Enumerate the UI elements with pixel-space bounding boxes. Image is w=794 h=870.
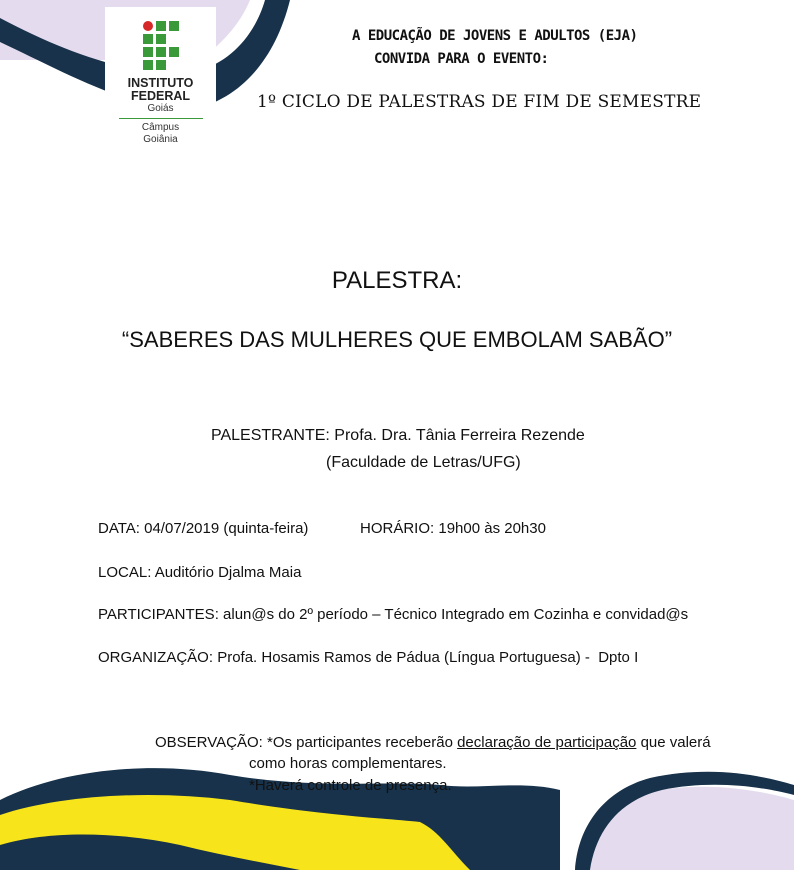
- time-value: 19h00 às 20h30: [438, 520, 546, 537]
- logo-text-campus: Câmpus: [141, 122, 180, 133]
- date-label: DATA:: [98, 520, 140, 537]
- participants-line: [98, 606, 688, 623]
- speaker-name: Profa. Dra. Tânia Ferreira Rezende: [334, 427, 585, 444]
- local-label: LOCAL:: [98, 564, 152, 581]
- local-value: Auditório Djalma Maia: [154, 564, 302, 581]
- time-label: HORÁRIO:: [360, 520, 435, 537]
- logo-text-instituto: INSTITUTO: [127, 76, 194, 90]
- institution-logo: [105, 7, 216, 153]
- local-line: [98, 564, 301, 581]
- organization-label: ORGANIZAÇÃO:: [98, 649, 214, 666]
- observation-line-3: *Haverá controle de presença.: [249, 777, 452, 794]
- logo-divider: [119, 118, 203, 119]
- lecture-title: “SABERES DAS MULHERES QUE EMBOLAM SABÃO”: [121, 327, 673, 352]
- organization-value: Profa. Hosamis Ramos de Pádua (Língua Portuguesa) - Dpto I: [217, 649, 639, 666]
- speaker-affiliation: (Faculdade de Letras/UFG): [326, 454, 521, 471]
- observation-line-2: como horas complementares.: [249, 755, 447, 772]
- speaker-line: [211, 427, 585, 445]
- observation-line-1: [155, 734, 711, 751]
- observation-text-2: que valerá: [640, 734, 711, 751]
- organization-line: [98, 649, 638, 666]
- lecture-label: PALESTRA:: [331, 267, 463, 294]
- observation-underlined: declaração de participação: [457, 734, 637, 751]
- logo-text-city: Goiânia: [143, 134, 178, 145]
- logo-emblem-icon: [142, 21, 182, 73]
- date-value: 04/07/2019 (quinta-feira): [144, 520, 309, 537]
- observation-label: OBSERVAÇÃO:: [155, 734, 263, 751]
- header-line-1: A EDUCAÇÃO DE JOVENS E ADULTOS (EJA): [352, 28, 638, 44]
- time-line: [360, 520, 546, 537]
- logo-text-federal: FEDERAL: [130, 89, 191, 103]
- observation-text-1: *Os participantes receberão: [266, 734, 453, 751]
- header-line-2: CONVIDA PARA O EVENTO:: [374, 51, 549, 67]
- speaker-label: PALESTRANTE:: [211, 427, 330, 444]
- date-line: [98, 520, 308, 537]
- logo-text-goias: Goiás: [147, 103, 174, 114]
- participants-label: PARTICIPANTES:: [98, 606, 219, 623]
- participants-value: alun@s do 2º período – Técnico Integrado em Cozinha e convidad@s: [223, 606, 689, 623]
- event-title: 1º CICLO DE PALESTRAS DE FIM DE SEMESTRE: [257, 92, 702, 112]
